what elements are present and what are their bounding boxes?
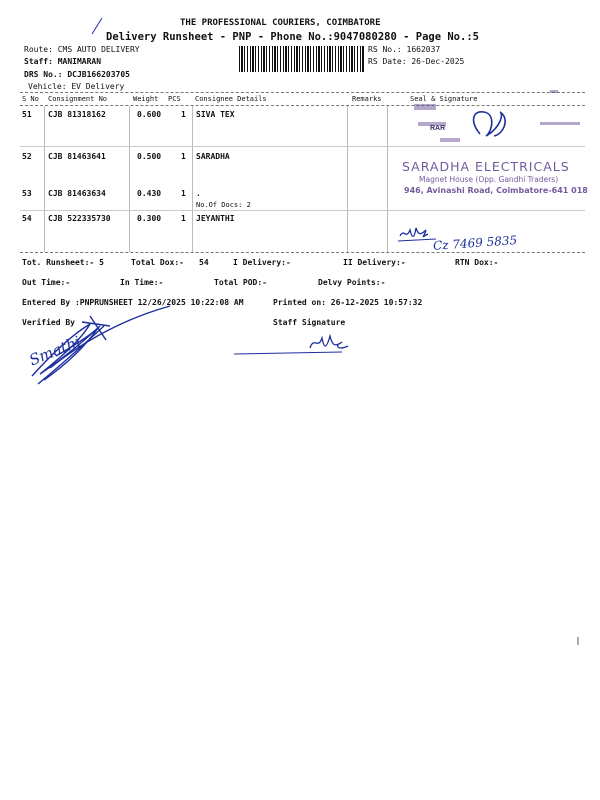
stamp-company-name: SARADHA ELECTRICALS [402,159,570,174]
col-header-weight: Weight [133,95,159,103]
stamp-address-line: Magnet House (Opp. Gandhi Traders) [419,175,559,184]
row-docs-note: No.Of Docs: 2 [196,201,251,209]
col-divider [129,106,130,252]
row-sno: 52 [22,152,32,161]
rs-number: RS No.: 1662037 [368,45,441,54]
vehicle-label: Vehicle: EV Delivery [28,82,125,91]
row-sno: 53 [22,189,32,198]
col-header-consignment: Consignment No [48,95,108,103]
row-consignee: . [196,189,201,198]
row-consignee: SIVA TEX [196,110,235,119]
col-divider [387,106,388,252]
col-header-sno: S No [22,95,39,103]
entered-by: Entered By :PNPRUNSHEET 12/26/2025 10:22:08 AM [22,298,244,307]
row-weight: 0.600 [137,110,162,119]
col-divider [44,106,45,252]
rs-date: RS Date: 26-Dec-2025 [368,57,465,66]
row-pcs: 1 [181,189,186,198]
row-sno: 51 [22,110,32,119]
row-rule [20,210,585,211]
col-header-remarks: Remarks [352,95,382,103]
faded-stamp [400,82,595,150]
col-header-seal: Seal & Signature [410,95,478,103]
runsheet-title: Delivery Runsheet - PNP - Phone No.:9047080280 - Page No.:5 [106,31,479,43]
total-dox-label: Total Dox:- [131,258,184,267]
verifier-name: Smathi [26,332,84,370]
row-consignment-no: CJB 81318162 [48,110,106,119]
col-divider [192,106,193,252]
row-weight: 0.430 [137,189,162,198]
total-pod: Total POD:- [214,278,267,287]
out-time: Out Time:- [22,278,71,287]
row-pcs: 1 [181,152,186,161]
row-consignment-no: CJB 81463641 [48,152,106,161]
in-time: In Time:- [120,278,164,287]
i-delivery: I Delivery:- [233,258,291,267]
row-pcs: 1 [181,110,186,119]
svg-text:RAR: RAR [430,125,446,132]
tot-runsheet: Tot. Runsheet:- 5 [22,258,104,267]
row-sno: 54 [22,214,32,223]
rtn-dox: RTN Dox:- [455,258,499,267]
verified-by-label: Verified By [22,318,75,327]
handwritten-phone: Cz 7469 5835 [432,233,518,253]
ii-delivery: II Delivery:- [343,258,406,267]
drs-number: DRS No.: DCJB166203705 [24,70,130,79]
col-divider [347,106,348,252]
row-consignment-no: CJB 522335730 [48,214,111,223]
row-weight: 0.500 [137,152,162,161]
barcode [239,46,365,72]
pen-mark [575,636,581,646]
col-header-consignee: Consignee Details [195,95,267,103]
row-consignee: JEYANTHI [196,214,235,223]
row-weight: 0.300 [137,214,162,223]
staff-signature [232,326,362,358]
row-pcs: 1 [181,214,186,223]
stamp-address-line: 946, Avinashi Road, Coimbatore-641 018 [404,186,588,195]
delvy-points: Delvy Points:- [318,278,386,287]
printed-on: Printed on: 26-12-2025 10:57:32 [273,298,423,307]
company-name: THE PROFESSIONAL COURIERS, COIMBATORE [180,18,381,28]
row-consignee: SARADHA [196,152,230,161]
staff-label: Staff: MANIMARAN [24,57,102,66]
total-dox-value: 54 [199,258,209,267]
row-consignment-no: CJB 81463634 [48,189,106,198]
route-label: Route: CMS AUTO DELIVERY [24,45,140,54]
col-header-pcs: PCS [168,95,181,103]
pen-mark [90,16,104,36]
staff-signature-label: Staff Signature [273,318,346,327]
